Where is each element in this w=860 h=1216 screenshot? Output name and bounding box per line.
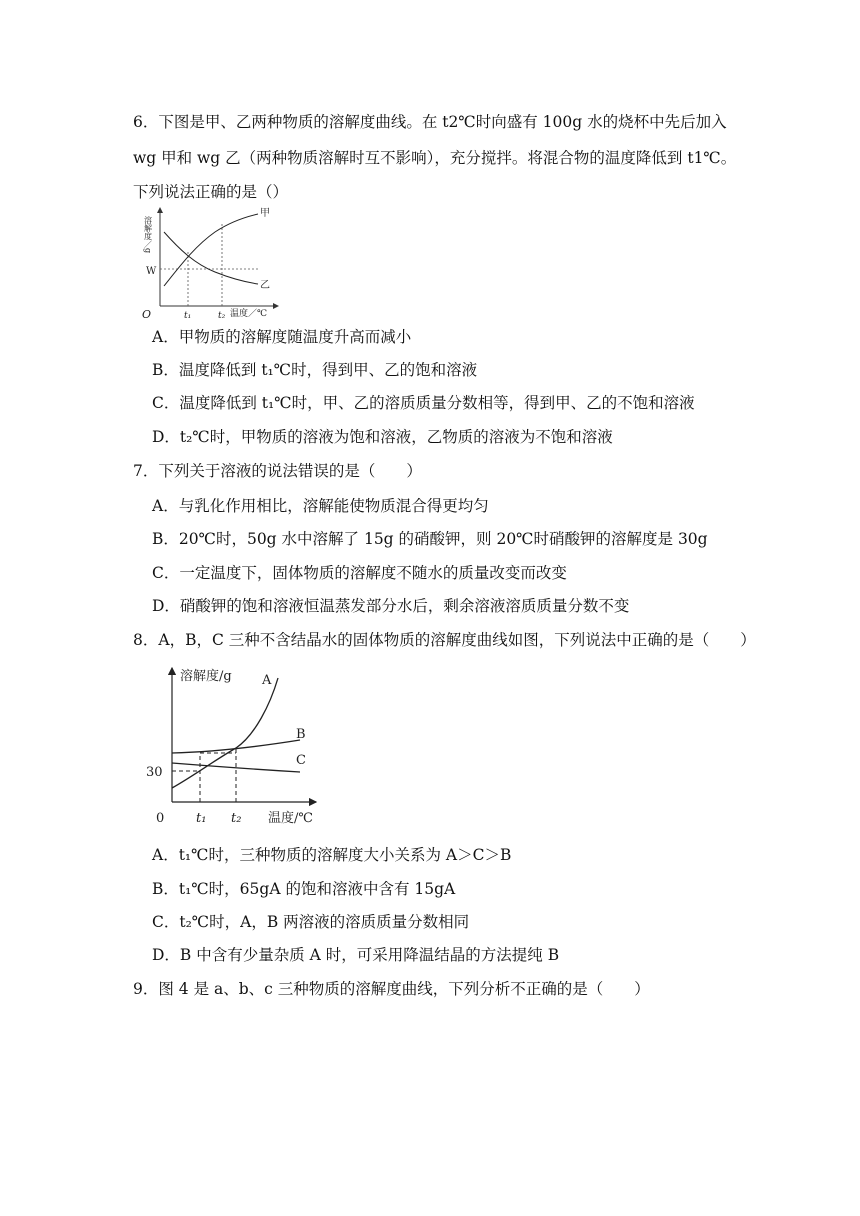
q8-t2-label: t₂ [231, 811, 242, 826]
q6-ylabel: 溶解度／g [143, 216, 153, 254]
q6-series-jia-label: 甲 [260, 208, 270, 219]
q8-stem: 8．A，B，C 三种不含结晶水的固体物质的溶解度曲线如图，下列说法中正确的是（ ） [133, 631, 756, 649]
q7-stem: 7．下列关于溶液的说法错误的是（ ） [133, 462, 422, 480]
q8-y30-label: 30 [146, 765, 163, 780]
q8-option-d: D．B 中含有少量杂质 A 时，可采用降温结晶的方法提纯 B [152, 946, 560, 964]
q8-solubility-figure [140, 660, 330, 830]
q6-series-yi-label: 乙 [260, 280, 270, 291]
q6-curve-jia [164, 214, 258, 286]
q8-number: 8． [133, 631, 159, 649]
q8-series-a-label: A [262, 673, 272, 688]
q6-option-c: C．温度降低到 t₁℃时，甲、乙的溶质质量分数相等，得到甲、乙的不饱和溶液 [152, 394, 695, 412]
q6-origin: O [142, 308, 152, 321]
q6-option-b: B．温度降低到 t₁℃时，得到甲、乙的饱和溶液 [152, 361, 478, 379]
q8-option-a: A．t₁℃时，三种物质的溶解度大小关系为 A＞C＞B [152, 846, 512, 864]
q9-stem: 9．图 4 是 a、b、c 三种物质的溶解度曲线，下列分析不正确的是（ ） [133, 980, 650, 998]
q8-ylabel: 溶解度/g [180, 669, 232, 684]
q6-stem-line-2: wg 甲和 wg 乙（两种物质溶解时互不影响），充分搅拌。将混合物的温度降低到 t1℃。 [133, 149, 737, 167]
q8-series-c-label: C [296, 753, 306, 768]
q8-option-b: B．t₁℃时，65gA 的饱和溶液中含有 15gA [152, 880, 456, 898]
q6-t1-label: t₁ [184, 311, 192, 321]
q6-option-a: A．甲物质的溶解度随温度升高而减小 [152, 328, 412, 346]
q6-stem-line-1: 6．下图是甲、乙两种物质的溶解度曲线。在 t2℃时向盛有 100g 水的烧杯中先后加入 [133, 113, 727, 131]
q9-number: 9． [133, 980, 159, 998]
q6-solubility-figure [140, 202, 290, 322]
q6-t2-label: t₂ [218, 311, 226, 321]
q8-series-b-label: B [296, 727, 306, 742]
q7-option-a: A．与乳化作用相比，溶解能使物质混合得更均匀 [152, 497, 489, 515]
q8-option-c: C．t₂℃时，A，B 两溶液的溶质质量分数相同 [152, 913, 470, 931]
q7-option-b: B．20℃时，50g 水中溶解了 15g 的硝酸钾，则 20℃时硝酸钾的溶解度是 30g [152, 530, 708, 548]
q6-number: 6． [133, 113, 159, 131]
q6-curve-yi [164, 232, 258, 284]
q8-t1-label: t₁ [196, 811, 207, 826]
q8-xlabel: 温度/℃ [268, 811, 313, 826]
q7-option-d: D．硝酸钾的饱和溶液恒温蒸发部分水后，剩余溶液溶质质量分数不变 [152, 597, 630, 615]
q6-option-d: D．t₂℃时，甲物质的溶液为饱和溶液，乙物质的溶液为不饱和溶液 [152, 428, 613, 446]
q7-option-c: C．一定温度下，固体物质的溶解度不随水的质量改变而改变 [152, 564, 567, 582]
q6-xlabel: 温度／℃ [230, 309, 268, 319]
q7-number: 7． [133, 462, 159, 480]
q6-stem-line-3: 下列说法正确的是（） [133, 183, 289, 201]
q8-origin: 0 [156, 811, 165, 826]
q6-w-label: W [146, 266, 157, 277]
